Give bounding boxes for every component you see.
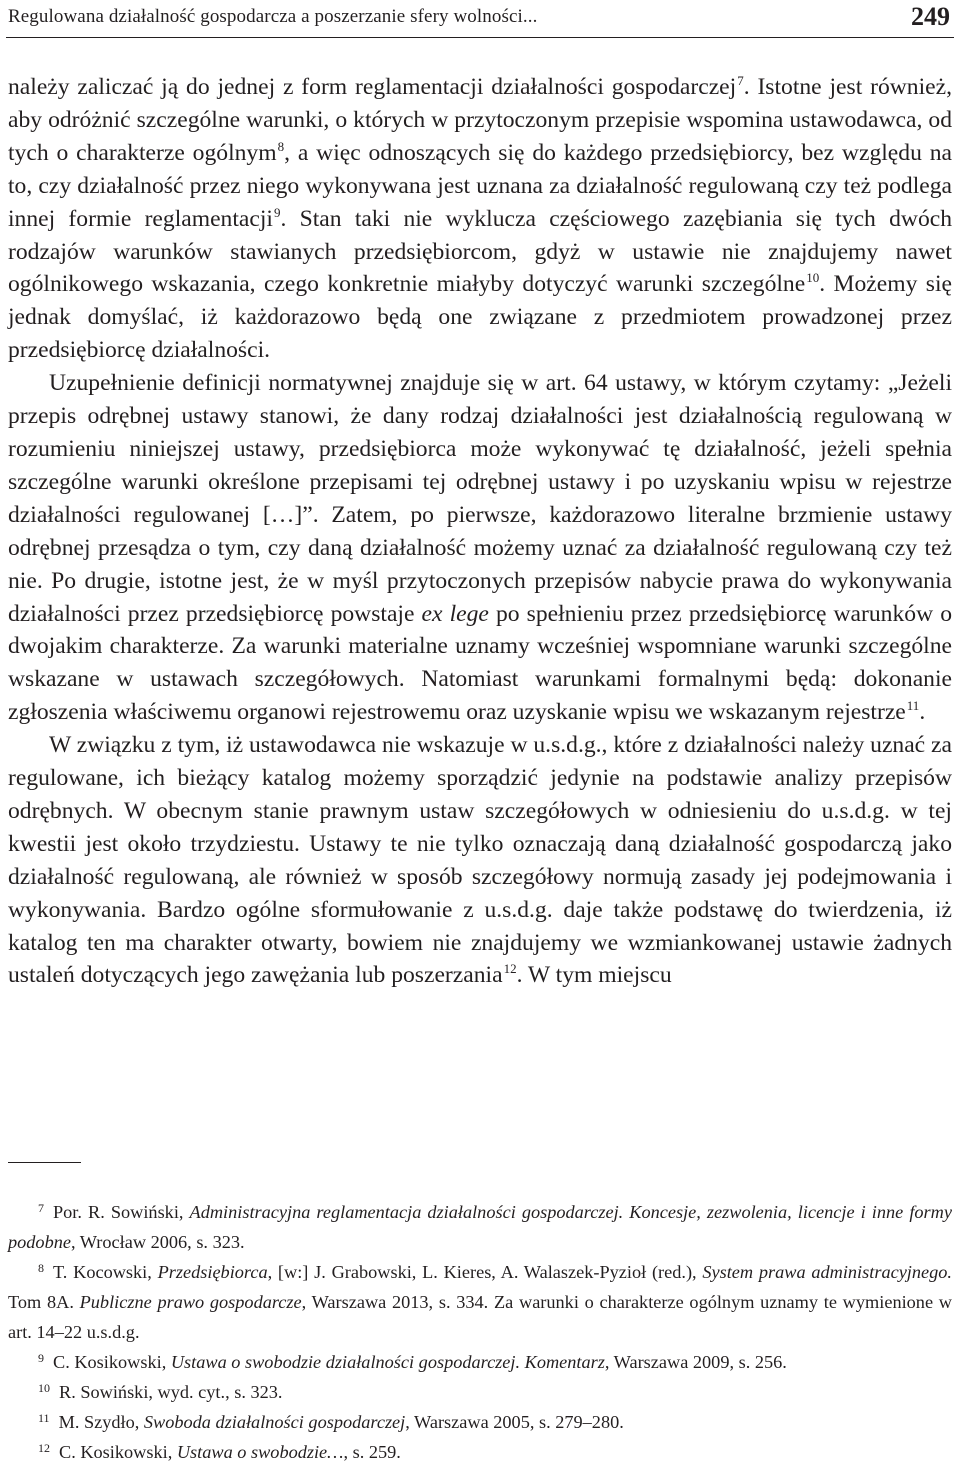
paragraph-text: należy zaliczać ją do jednej z form reglamentacji działalności gospodarczej bbox=[8, 74, 737, 100]
footnote-number: 9 bbox=[38, 1351, 44, 1365]
running-header bbox=[8, 0, 952, 34]
running-header-title: Regulowana działalność gospodarcza a poszerzanie sfery wolności... bbox=[8, 6, 538, 27]
footnote-9 bbox=[8, 1347, 952, 1377]
footnote-title: Przedsiębiorca bbox=[157, 1262, 268, 1282]
footnote-title: Swoboda działalności gospodarczej bbox=[143, 1412, 406, 1432]
footnote-number: 11 bbox=[38, 1411, 50, 1425]
footnote-text: C. Kosikowski, bbox=[59, 1442, 177, 1462]
page-number: 249 bbox=[911, 2, 950, 31]
footnote-title: Publiczne prawo gospodarcze bbox=[79, 1292, 302, 1312]
paragraph-text: . Możemy się jednak domyślać, iż każdorazowo będą one związane z przedmiotem prowadzonej przez przedsiębiorcę działalności. bbox=[8, 271, 952, 364]
footnote-title: Administracyjna reglamentacja działalności gospodarczej. Koncesje, zezwolenia, licencje i inne formy podobne bbox=[8, 1202, 952, 1252]
paragraph-1 bbox=[8, 71, 952, 367]
footnote-text: , [w:] J. Grabowski, L. Kieres, A. Walaszek-Pyzioł (red.), bbox=[267, 1262, 703, 1282]
footnote-12 bbox=[8, 1437, 952, 1467]
italic-phrase: ex lege bbox=[421, 600, 489, 627]
paragraph-text: W związku z tym, iż ustawodawca nie wskazuje w u.s.d.g., które z działalności należy uznać za regulowane, ich bieżący katalog możemy sporządzić jedynie na podstawie analizy przepisów odrębnych. W obecnym stanie prawnym ustaw szczegółowych w odniesieniu do u.s.d.g. w tej kwestii jest około trzydziestu. Ustawy te nie tylko oznaczają daną działalność gospodarczą jako działalność regulowaną, ale również w sposób szczegółowy normują zasady jej podejmowania i wykonywania. Bardzo ogólne sformułowanie z u.s.d.g. daje także podstawę do twierdzenia, iż katalog ten ma charakter otwarty, bowiem nie znajdujemy we wzmiankowanej ustawie żadnych ustaleń dotyczących jego zawężania lub poszerzania bbox=[8, 732, 952, 989]
footnote-7 bbox=[8, 1197, 952, 1257]
footnote-number: 8 bbox=[38, 1261, 44, 1275]
footnote-text: Tom 8A. bbox=[8, 1292, 80, 1312]
footnote-number: 10 bbox=[38, 1381, 50, 1395]
footnote-reference: 9 bbox=[273, 204, 281, 220]
footnote-text: T. Kocowski, bbox=[53, 1262, 158, 1282]
footnote-number: 7 bbox=[38, 1201, 44, 1215]
paragraph-2 bbox=[8, 367, 952, 729]
footnote-text: M. Szydło, bbox=[58, 1412, 144, 1432]
footnote-reference: 10 bbox=[806, 270, 820, 286]
paragraph-3 bbox=[8, 729, 952, 992]
footnote-text: , Warszawa 2009, s. 256. bbox=[604, 1352, 787, 1372]
footnote-number: 12 bbox=[38, 1441, 50, 1455]
footnote-text: Por. R. Sowiński, bbox=[53, 1202, 190, 1222]
paragraph-text: po spełnieniu przez przedsiębiorcę warunków o dwojakim charakterze. Za warunki materialne uznamy wcześniej wspomniane warunki szczególne wskazane w ustawach szczegółowych. Natomiast warunkami formalnymi będą: dokonanie zgłoszenia właściwemu organowi rejestrowemu oraz uzyskanie wpisu we wskazanym rejestrze bbox=[8, 600, 952, 726]
footnotes bbox=[8, 1197, 952, 1467]
body-text bbox=[8, 71, 952, 992]
footnote-text: , s. 259. bbox=[343, 1442, 401, 1462]
footnote-text: , Warszawa 2005, s. 279–280. bbox=[405, 1412, 624, 1432]
paragraph-text: . Istotne jest również, aby odróżnić szczególne warunki, o których w przytoczonym przepisie wspomina ustawodawca, od tych o charakterze ogólnym bbox=[8, 74, 952, 166]
footnote-text: R. Sowiński, wyd. cyt., s. 323. bbox=[59, 1382, 283, 1402]
paragraph-text: Uzupełnienie definicji normatywnej znajduje się w art. 64 ustawy, w którym czytamy: „Jeżeli przepis odrębnej ustawy stanowi, że dany rodzaj działalności jest działalnością regulowaną w rozumieniu niniejszej ustawy, przedsiębiorca może wykonywać tę działalność, jeżeli spełnia szczególne warunki określone przepisami tej odrębnej ustawy i po uzyskaniu wpisu w rejestrze działalności regulowanej […]”. Zatem, po pierwsze, każdorazowo literalne brzmienie ustawy odrębnej przesądza o tym, czy daną działalność możemy uznać za działalność regulowaną czy też nie. Po drugie, istotne jest, że w myśl przytoczonych przepisów nabycie prawa do wykonywania działalności przez przedsiębiorcę powstaje bbox=[8, 370, 952, 627]
footnote-10 bbox=[8, 1377, 952, 1407]
footnote-11 bbox=[8, 1407, 952, 1437]
footnote-title: System prawa administracyjnego. bbox=[702, 1262, 952, 1282]
footnote-8 bbox=[8, 1257, 952, 1347]
paragraph-text: . Stan taki nie wyklucza częściowego zazębiania się tych dwóch rodzajów warunków stawianych przedsiębiorcom, gdyż w ustawie nie znajdujemy nawet ogólnikowego wskazania, czego konkretnie miałyby dotyczyć warunki szczególne bbox=[8, 205, 953, 298]
footnote-text: C. Kosikowski, bbox=[53, 1352, 171, 1372]
footnote-title: Ustawa o swobodzie działalności gospodarczej. Komentarz bbox=[170, 1352, 605, 1372]
paragraph-text: . W tym miejscu bbox=[516, 962, 672, 989]
header-divider bbox=[6, 37, 954, 38]
footnote-divider bbox=[8, 1162, 81, 1163]
footnote-reference: 7 bbox=[737, 73, 744, 88]
footnote-reference: 11 bbox=[906, 698, 920, 714]
footnote-reference: 12 bbox=[503, 961, 517, 977]
paragraph-text: . bbox=[919, 699, 926, 726]
footnote-text: , Wrocław 2006, s. 323. bbox=[70, 1232, 245, 1252]
footnote-text: , Warszawa 2013, s. 334. Za warunki o charakterze ogólnym uznamy te wymienione w art. 14–22 u.s.d.g. bbox=[8, 1292, 952, 1342]
footnote-title: Ustawa o swobodzie… bbox=[176, 1442, 344, 1462]
footnote-reference: 8 bbox=[277, 138, 285, 154]
paragraph-text: , a więc odnoszących się do każdego przedsiębiorcy, bez względu na to, czy działalność przez niego wykonywana jest uznana za działalność regulowaną czy też podlega innej formie reglamentacji bbox=[8, 139, 952, 232]
